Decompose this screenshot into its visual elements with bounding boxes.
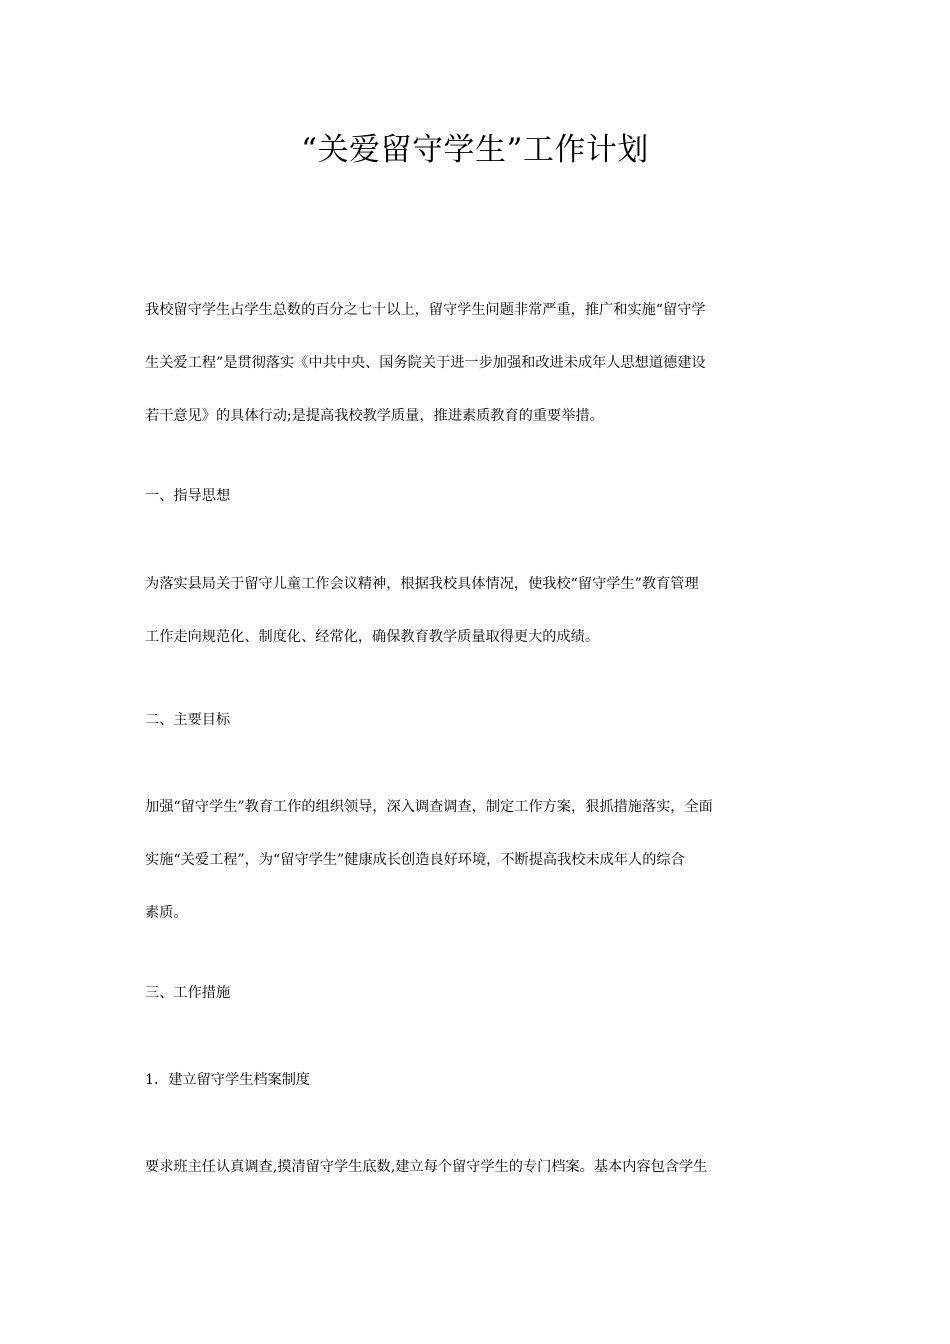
section-heading-work-measures: [145, 967, 807, 1020]
paragraph-line: 素质。: [145, 905, 188, 921]
intro-paragraph: [145, 284, 807, 443]
paragraph-line: 若干意见》的具体行动;是提高我校教学质量，推进素质教育的重要举措。: [145, 408, 604, 424]
paragraph-line: 实施“关爱工程”，为“留守学生”健康成长创造良好环境，不断提高我校未成年人的综合: [145, 852, 685, 868]
paragraph-line: 我校留守学生占学生总数的百分之七十以上，留守学生问题非常严重，推广和实施“留守学: [145, 302, 706, 318]
section-heading: 一、指导思想: [145, 488, 231, 504]
main-goals-paragraph: [145, 781, 807, 940]
subsection-heading: 1．建立留守学生档案制度: [145, 1072, 311, 1088]
section-heading: 三、工作措施: [145, 985, 231, 1001]
paragraph-line: 生关爱工程”是贯彻落实《中共中央、国务院关于进一步加强和改进未成年人思想道德建设: [145, 355, 706, 371]
paragraph-line: 加强“留守学生”教育工作的组织领导，深入调查调查，制定工作方案，狠抓措施落实，全面: [145, 799, 713, 815]
paragraph-line: 要求班主任认真调查,摸清留守学生底数,建立每个留守学生的专门档案。基本内容包含学生: [145, 1159, 708, 1175]
guiding-ideology-paragraph: [145, 558, 807, 664]
paragraph-line: 工作走向规范化、制度化、经常化，确保教育教学质量取得更大的成绩。: [145, 629, 600, 645]
section-heading-guiding-ideology: [145, 470, 807, 523]
student-files-paragraph: [145, 1141, 807, 1194]
section-heading: 二、主要目标: [145, 712, 231, 728]
subheading-student-files: [145, 1054, 807, 1107]
section-heading-main-goals: [145, 694, 807, 747]
paragraph-line: 为落实县局关于留守儿童工作会议精神，根据我校具体情况，使我校“留守学生”教育管理: [145, 576, 699, 592]
document-title: “关爱留守学生”工作计划: [301, 132, 649, 168]
